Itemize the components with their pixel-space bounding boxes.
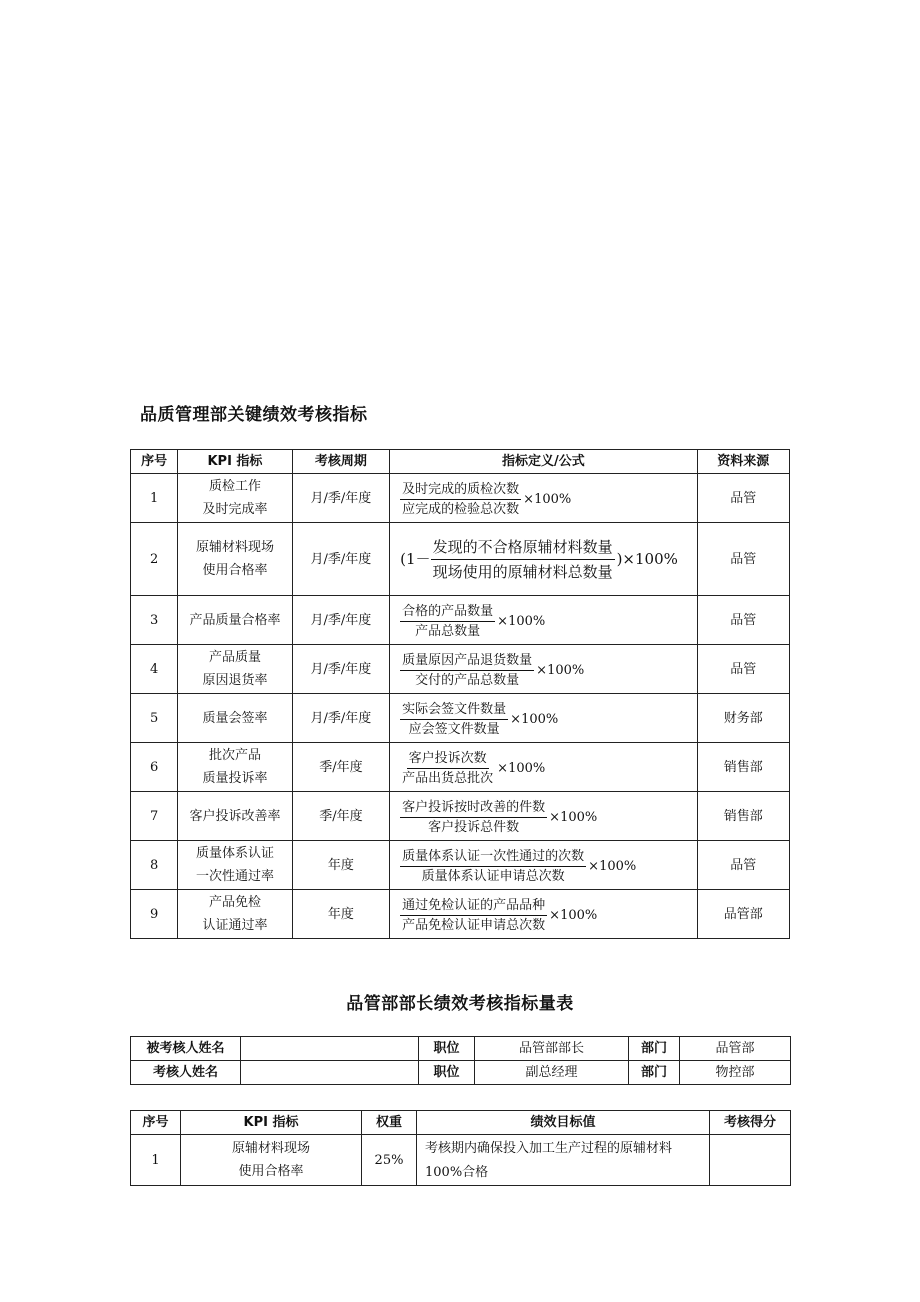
- formula-denominator: 质量体系认证申请总次数: [421, 868, 565, 884]
- formula-numerator: 实际会签文件数量: [400, 700, 508, 720]
- row-no: 7: [131, 792, 178, 841]
- formula-numerator: 发现的不合格原辅材料数量: [431, 535, 615, 560]
- header-no: 序号: [131, 450, 178, 474]
- row-target: 考核期内确保投入加工生产过程的原辅材料 100%合格: [417, 1135, 710, 1186]
- formula-denominator: 应完成的检验总次数: [402, 501, 520, 517]
- row-formula: $\frac{\text{实际会签文件数量}}{\text{应会签文件数量}}$ ×100%: [390, 694, 697, 743]
- assessee-name-value[interactable]: [241, 1037, 419, 1061]
- section2-title: 品管部部长绩效考核指标量表: [346, 994, 574, 1014]
- table-row: [131, 890, 790, 939]
- row-source: 品管: [697, 645, 789, 694]
- row-no: 1: [131, 474, 178, 523]
- formula-denominator: 客户投诉总件数: [428, 819, 520, 835]
- row-kpi-name: 质检工作 及时完成率: [178, 474, 293, 523]
- row-formula: $\frac{\text{客户投诉按时改善的件数}}{\text{客户投诉总件数}}$ ×100%: [390, 792, 697, 841]
- position-label: 职位: [419, 1061, 475, 1085]
- assessee-row: [131, 1037, 791, 1061]
- table-row: [131, 596, 790, 645]
- row-kpi-name: 产品质量合格率: [178, 596, 293, 645]
- formula-denominator: 应会签文件数量: [408, 721, 500, 737]
- row-no: 8: [131, 841, 178, 890]
- row-no: 5: [131, 694, 178, 743]
- position-value: 品管部部长: [475, 1037, 629, 1061]
- row-kpi-name: 产品免检 认证通过率: [178, 890, 293, 939]
- formula-numerator: 及时完成的质检次数: [400, 480, 521, 500]
- header-weight: 权重: [362, 1111, 417, 1135]
- row-formula: $\frac{\text{质量体系认证一次性通过的次数}}{\text{质量体系认证申请总次数}}$ ×100%: [390, 841, 697, 890]
- assessor-name-value[interactable]: [241, 1061, 419, 1085]
- formula-numerator: 客户投诉按时改善的件数: [400, 798, 547, 818]
- row-weight: 25%: [362, 1135, 417, 1186]
- row-cycle: 月/季/年度: [292, 694, 389, 743]
- department-value: 物控部: [680, 1061, 791, 1085]
- kpi-table: [130, 449, 790, 939]
- row-kpi-name: 客户投诉改善率: [178, 792, 293, 841]
- score-table: [130, 1110, 791, 1186]
- row-source: 品管部: [697, 890, 789, 939]
- header-source: 资料来源: [697, 450, 789, 474]
- row-cycle: 月/季/年度: [292, 523, 389, 596]
- formula-denominator: 产品总数量: [415, 623, 481, 639]
- row-formula: $\frac{\text{通过免检认证的产品品种}}{\text{产品免检认证申请总次数}}$ ×100%: [390, 890, 697, 939]
- row-kpi-name: 质量体系认证 一次性通过率: [178, 841, 293, 890]
- header-formula: 指标定义/公式: [390, 450, 697, 474]
- formula-numerator: 质量体系认证一次性通过的次数: [400, 847, 586, 867]
- table-row: [131, 523, 790, 596]
- row-cycle: 年度: [292, 841, 389, 890]
- formula-numerator: 合格的产品数量: [400, 602, 495, 622]
- row-source: 品管: [697, 596, 789, 645]
- row-formula: $\frac{\text{合格的产品数量}}{\text{产品总数量}}$ ×100%: [390, 596, 697, 645]
- row-source: 销售部: [697, 743, 789, 792]
- formula-denominator: 交付的产品总数量: [415, 672, 520, 688]
- row-formula: (1－ $\frac{\text{发现的不合格原辅材料数量}}{\text{现场使用的原辅材料总数量}}$ )×100%: [390, 523, 697, 596]
- row-no: 4: [131, 645, 178, 694]
- table-row: [131, 694, 790, 743]
- department-label: 部门: [629, 1037, 680, 1061]
- header-kpi: KPI 指标: [178, 450, 293, 474]
- table-row: [131, 743, 790, 792]
- row-cycle: 年度: [292, 890, 389, 939]
- row-no: 1: [131, 1135, 181, 1186]
- header-no: 序号: [131, 1111, 181, 1135]
- kpi-table-header: [131, 450, 790, 474]
- formula-numerator: 客户投诉次数: [407, 749, 489, 769]
- row-formula: $\frac{\text{客户投诉次数}}{\text{产品出货总批次}}$ ×100%: [390, 743, 697, 792]
- row-no: 6: [131, 743, 178, 792]
- header-kpi: KPI 指标: [181, 1111, 362, 1135]
- assessor-name-label: 考核人姓名: [131, 1061, 241, 1085]
- position-value: 副总经理: [475, 1061, 629, 1085]
- row-cycle: 季/年度: [292, 792, 389, 841]
- row-cycle: 季/年度: [292, 743, 389, 792]
- score-table-header: [131, 1111, 791, 1135]
- table-row: [131, 645, 790, 694]
- table-row: [131, 1135, 791, 1186]
- formula-denominator: 现场使用的原辅材料总数量: [432, 562, 613, 581]
- row-cycle: 月/季/年度: [292, 645, 389, 694]
- row-formula: $\frac{\text{及时完成的质检次数}}{\text{应完成的检验总次数}}$ ×100%: [390, 474, 697, 523]
- row-source: 品管: [697, 474, 789, 523]
- row-no: 9: [131, 890, 178, 939]
- row-no: 2: [131, 523, 178, 596]
- department-label: 部门: [629, 1061, 680, 1085]
- row-formula: $\frac{\text{质量原因产品退货数量}}{\text{交付的产品总数量}}$ ×100%: [390, 645, 697, 694]
- row-no: 3: [131, 596, 178, 645]
- row-kpi-name: 原辅材料现场 使用合格率: [181, 1135, 362, 1186]
- section1-title: 品质管理部关键绩效考核指标: [140, 405, 368, 425]
- row-kpi-name: 产品质量 原因退货率: [178, 645, 293, 694]
- row-source: 品管: [697, 841, 789, 890]
- table-row: [131, 792, 790, 841]
- formula-denominator: 产品出货总批次: [402, 770, 494, 786]
- row-cycle: 月/季/年度: [292, 596, 389, 645]
- assessee-info-table: [130, 1036, 791, 1085]
- row-kpi-name: 原辅材料现场 使用合格率: [178, 523, 293, 596]
- table-row: [131, 841, 790, 890]
- position-label: 职位: [419, 1037, 475, 1061]
- department-value: 品管部: [680, 1037, 791, 1061]
- row-source: 销售部: [697, 792, 789, 841]
- header-cycle: 考核周期: [292, 450, 389, 474]
- formula-denominator: 产品免检认证申请总次数: [402, 917, 546, 933]
- row-score[interactable]: [710, 1135, 791, 1186]
- row-source: 财务部: [697, 694, 789, 743]
- row-kpi-name: 质量会签率: [178, 694, 293, 743]
- header-target: 绩效目标值: [417, 1111, 710, 1135]
- header-score: 考核得分: [710, 1111, 791, 1135]
- assessee-name-label: 被考核人姓名: [131, 1037, 241, 1061]
- assessor-row: [131, 1061, 791, 1085]
- row-source: 品管: [697, 523, 789, 596]
- table-row: [131, 474, 790, 523]
- row-cycle: 月/季/年度: [292, 474, 389, 523]
- row-kpi-name: 批次产品 质量投诉率: [178, 743, 293, 792]
- formula-numerator: 质量原因产品退货数量: [400, 651, 534, 671]
- formula-numerator: 通过免检认证的产品品种: [400, 896, 547, 916]
